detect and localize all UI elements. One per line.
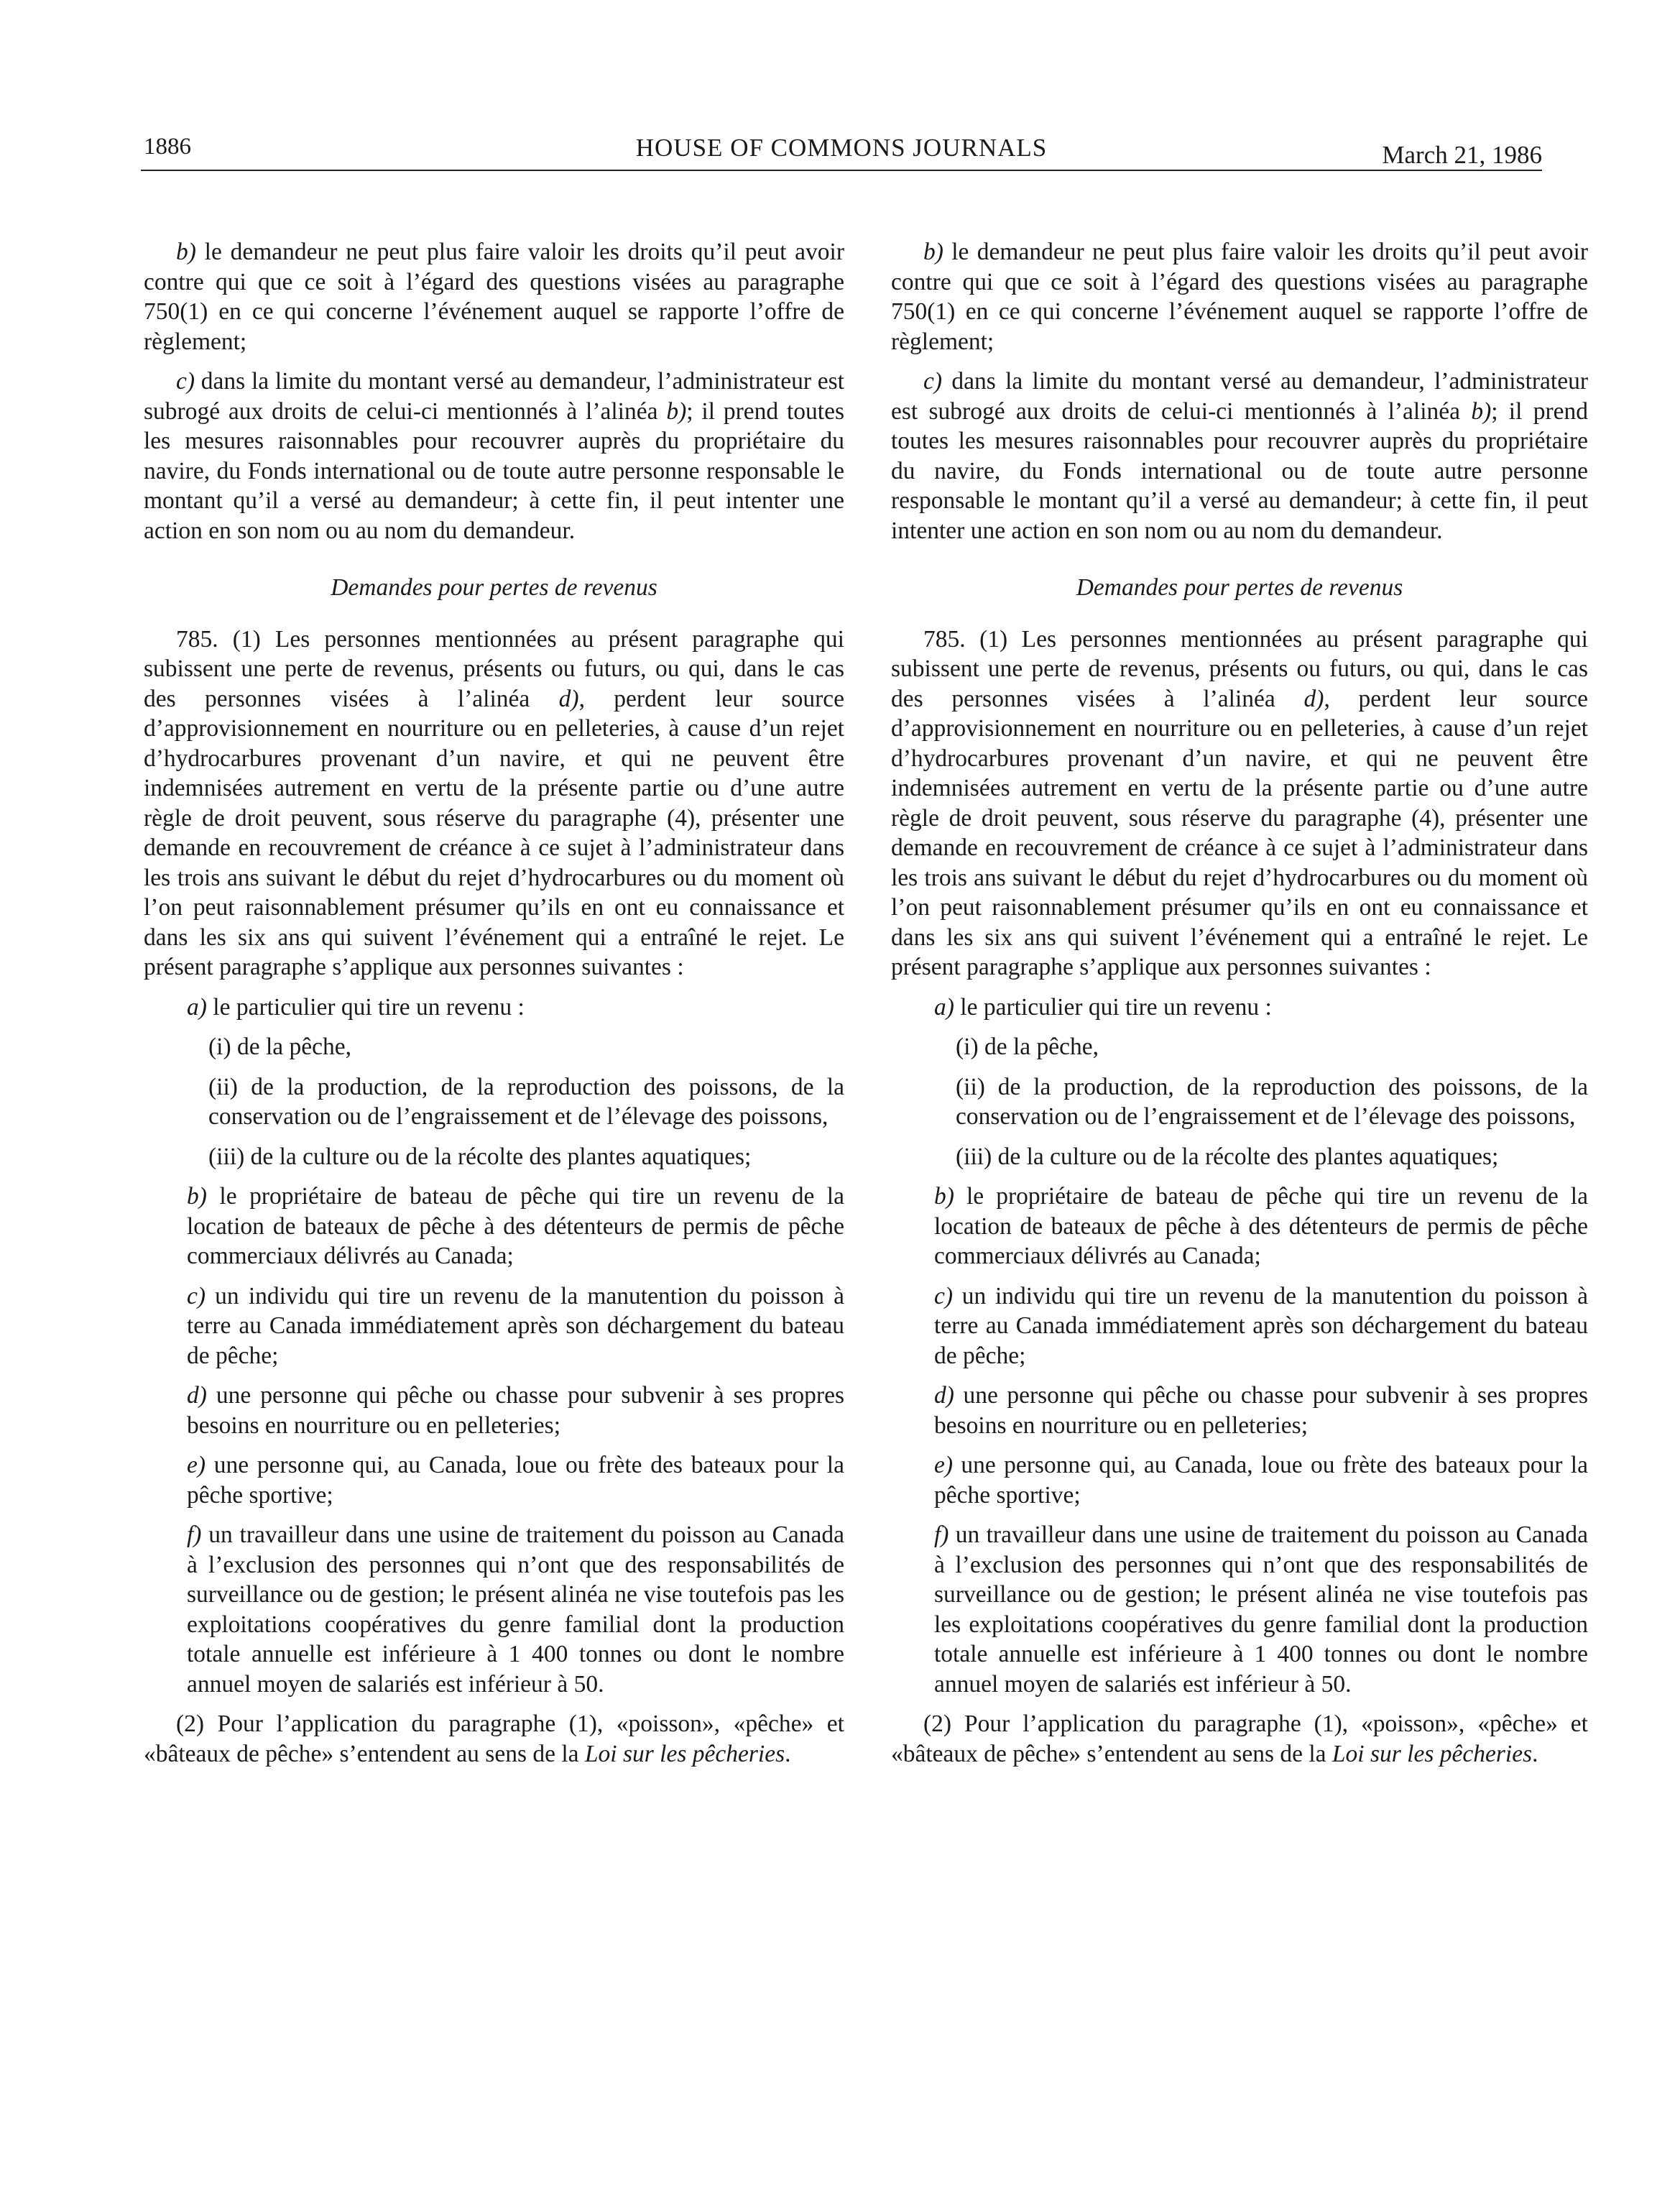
item-c: c) un individu qui tire un revenu de la manutention du poisson à terre au Canada immédiatement après son déchargement du bateau de pêche;: [187, 1282, 844, 1369]
paragraph-c: c) dans la limite du montant versé au demandeur, l’administrateur est subrogé aux droits de celui-ci mentionnés à l’alinéa b); il prend toutes les mesures raisonnables pour recouvrer auprès du propriétaire du navire, du Fonds international ou de toute autre personne responsable le montant qu’il a versé au demandeur; à cette fin, il peut intenter une action en son nom ou au nom du demandeur.: [144, 368, 844, 544]
item-d: d) une personne qui pêche ou chasse pour subvenir à ses propres besoins en nourriture ou en pelleteries;: [187, 1382, 844, 1439]
section-heading: Demandes pour pertes de revenus: [331, 574, 657, 601]
item-b: b) le propriétaire de bateau de pêche qui tire un revenu de la location de bateaux de pêche à des détenteurs de permis de pêche commerciaux délivrés au Canada;: [934, 1183, 1588, 1269]
right-column: [891, 237, 1588, 1779]
item-a-i: (i) de la pêche,: [956, 1033, 1099, 1060]
item-b: b) le propriétaire de bateau de pêche qui tire un revenu de la location de bateaux de pêche à des détenteurs de permis de pêche commerciaux délivrés au Canada;: [187, 1183, 844, 1269]
page-header: [141, 129, 1542, 171]
item-d: d) une personne qui pêche ou chasse pour subvenir à ses propres besoins en nourriture ou en pelleteries;: [934, 1382, 1588, 1439]
item-e: e) une personne qui, au Canada, loue ou frète des bateaux pour la pêche sportive;: [187, 1452, 844, 1509]
page-number: 1886: [144, 134, 191, 160]
section-heading: Demandes pour pertes de revenus: [1076, 574, 1403, 601]
paragraph-c: c) dans la limite du montant versé au demandeur, l’administrateur est subrogé aux droits de celui-ci mentionnés à l’alinéa b); il prend toutes les mesures raisonnables pour recouvrer auprès du propriétaire du navire, du Fonds international ou de toute autre personne responsable le montant qu’il a versé au demandeur; à cette fin, il peut intenter une action en son nom ou au nom du demandeur.: [891, 368, 1588, 544]
item-a-iii: (iii) de la culture ou de la récolte des plantes aquatiques;: [956, 1143, 1499, 1170]
item-c: c) un individu qui tire un revenu de la manutention du poisson à terre au Canada immédiatement après son déchargement du bateau de pêche;: [934, 1282, 1588, 1369]
item-a-i: (i) de la pêche,: [208, 1033, 352, 1060]
section-785-1: 785. (1) Les personnes mentionnées au présent paragraphe qui subissent une perte de revenus, présents ou futurs, ou qui, dans le cas des personnes visées à l’alinéa d), perdent leur source d’approvisionnement en nourriture ou en pelleteries, à cause d’un rejet d’hydrocarbures provenant d’un navire, et qui ne peuvent être indemnisées autrement en vertu de la présente partie ou d’une autre règle de droit peuvent, sous réserve du paragraphe (4), présenter une demande en recouvrement de créance à ce sujet à l’administrateur dans les trois ans suivant le début du rejet d’hydrocarbures ou du moment où l’on peut raisonnablement présumer qu’ils en ont eu connaissance et dans les six ans qui suivent l’événement qui a entraîné le rejet. Le présent paragraphe s’applique aux personnes suivantes :: [891, 625, 1589, 980]
paragraph-b: b) le demandeur ne peut plus faire valoir les droits qu’il peut avoir contre qui que ce soit à l’égard des questions visées au paragraphe 750(1) en ce qui concerne l’événement auquel se rapporte l’offre de règlement;: [891, 239, 1588, 355]
journal-title: HOUSE OF COMMONS JOURNALS: [635, 134, 1048, 162]
page-date: March 21, 1986: [1382, 141, 1542, 169]
item-a-ii: (ii) de la production, de la reproduction des poissons, de la conservation ou de l’engraissement et de l’élevage des poissons,: [208, 1073, 844, 1130]
item-a-ii: (ii) de la production, de la reproduction des poissons, de la conservation ou de l’engraissement et de l’élevage des poissons,: [956, 1073, 1588, 1130]
item-f: f) un travailleur dans une usine de traitement du poisson au Canada à l’exclusion des personnes qui n’ont que des responsabilités de surveillance ou de gestion; le présent alinéa ne vise toutefois pas les exploitations coopératives du genre familial dont la production totale annuelle est inférieure à 1 400 tonnes ou dont le nombre annuel moyen de salariés est inférieur à 50.: [934, 1521, 1588, 1698]
section-785-2: (2) Pour l’application du paragraphe (1), «poisson», «pêche» et «bâteaux de pêche» s’entendent au sens de la Loi sur les pêcheries.: [144, 1711, 844, 1767]
section-785-2: (2) Pour l’application du paragraphe (1), «poisson», «pêche» et «bâteaux de pêche» s’entendent au sens de la Loi sur les pêcheries.: [891, 1711, 1588, 1767]
item-a-iii: (iii) de la culture ou de la récolte des plantes aquatiques;: [208, 1143, 752, 1170]
item-e: e) une personne qui, au Canada, loue ou frète des bateaux pour la pêche sportive;: [934, 1452, 1588, 1509]
item-f: f) un travailleur dans une usine de traitement du poisson au Canada à l’exclusion des personnes qui n’ont que des responsabilités de surveillance ou de gestion; le présent alinéa ne vise toutefois pas les exploitations coopératives du genre familial dont la production totale annuelle est inférieure à 1 400 tonnes ou dont le nombre annuel moyen de salariés est inférieur à 50.: [187, 1521, 844, 1698]
paragraph-b: b) le demandeur ne peut plus faire valoir les droits qu’il peut avoir contre qui que ce soit à l’égard des questions visées au paragraphe 750(1) en ce qui concerne l’événement auquel se rapporte l’offre de règlement;: [144, 239, 844, 355]
section-785-1: 785. (1) Les personnes mentionnées au présent paragraphe qui subissent une perte de revenus, présents ou futurs, ou qui, dans le cas des personnes visées à l’alinéa d), perdent leur source d’approvisionnement en nourriture ou en pelleteries, à cause d’un rejet d’hydrocarbures provenant d’un navire, et qui ne peuvent être indemnisées autrement en vertu de la présente partie ou d’une autre règle de droit peuvent, sous réserve du paragraphe (4), présenter une demande en recouvrement de créance à ce sujet à l’administrateur dans les trois ans suivant le début du rejet d’hydrocarbures ou du moment où l’on peut raisonnablement présumer qu’ils en ont eu connaissance et dans les six ans qui suivent l’événement qui a entraîné le rejet. Le présent paragraphe s’applique aux personnes suivantes :: [144, 625, 845, 980]
left-column: [144, 237, 844, 1779]
item-a: a) le particulier qui tire un revenu :: [187, 993, 525, 1021]
item-a: a) le particulier qui tire un revenu :: [934, 993, 1272, 1021]
